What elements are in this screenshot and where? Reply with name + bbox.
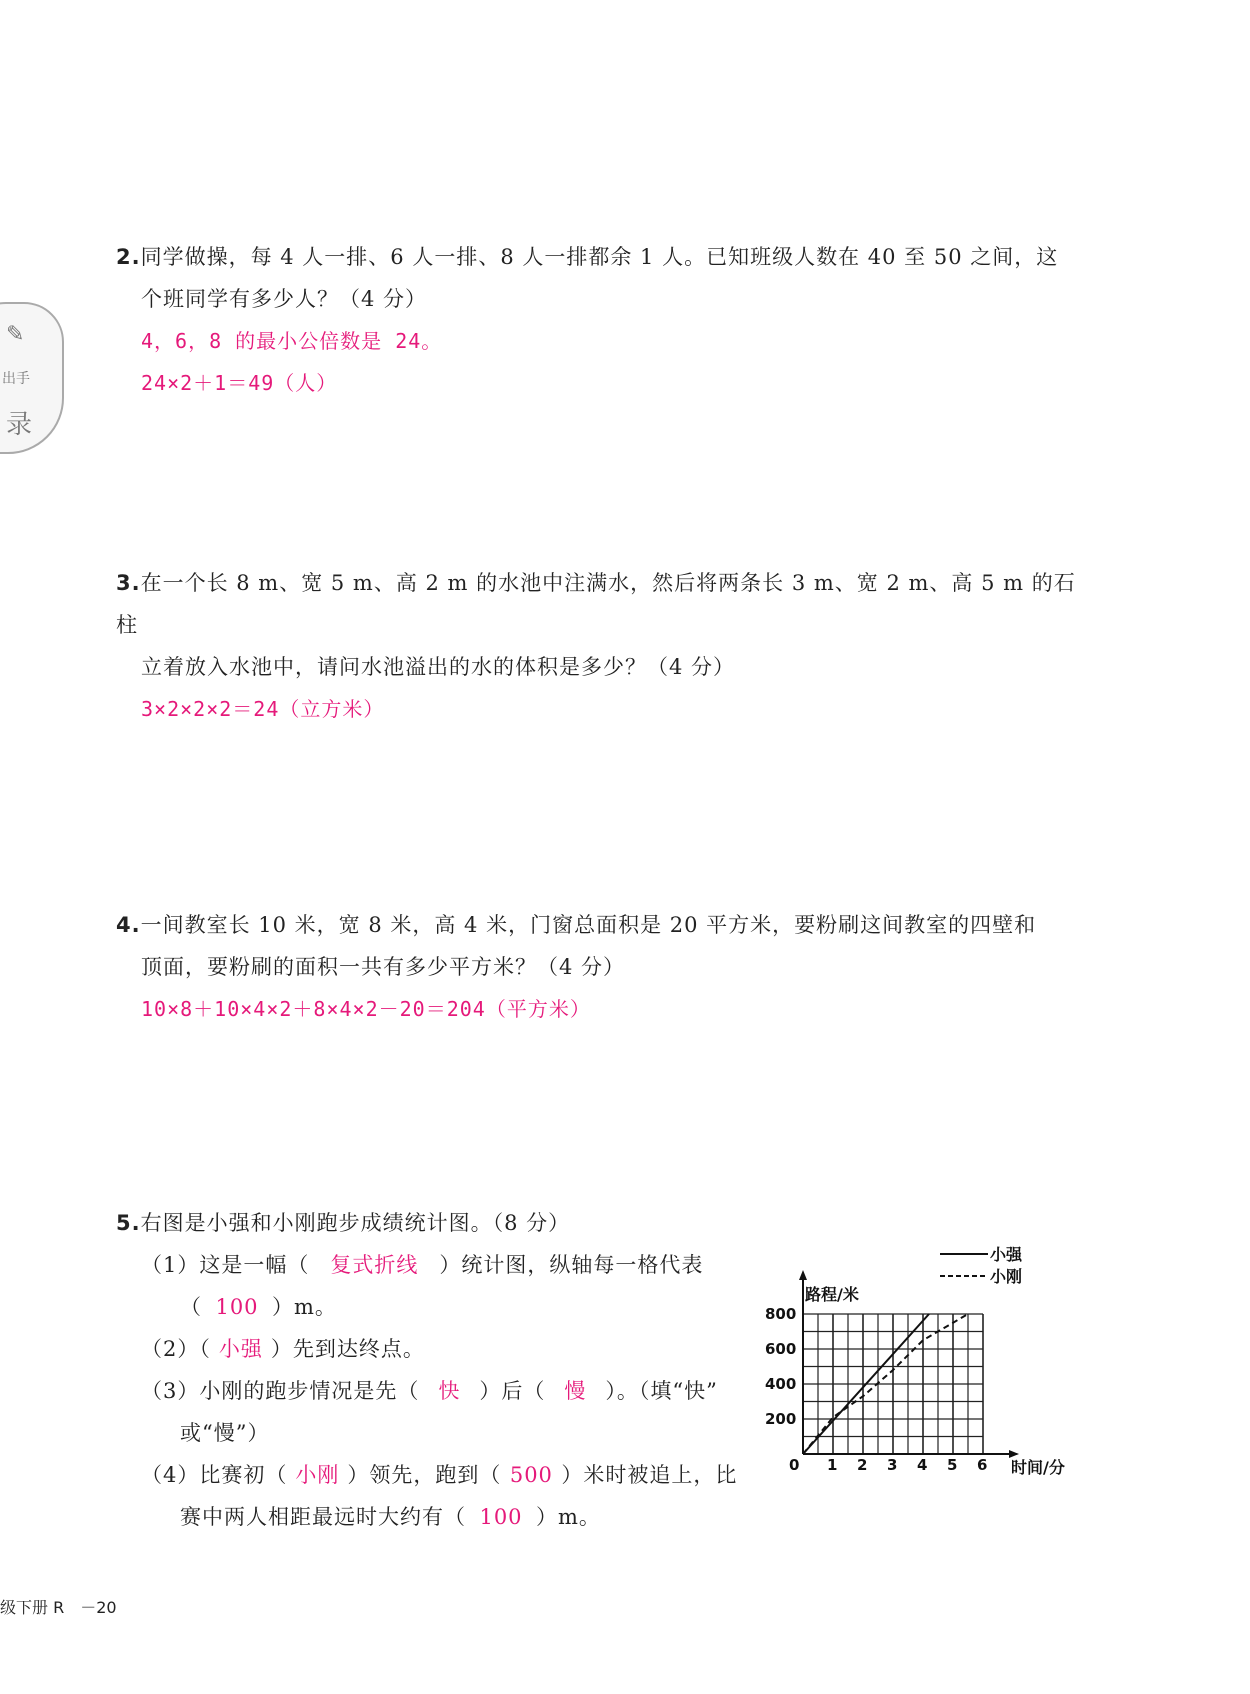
question-number: 2. [116,245,141,269]
answer-line: 4，6，8 的最小公倍数是 24。 [141,329,443,353]
part-4-cont: 赛中两人相距最远时大约有（ 100 ）m。 [116,1496,756,1538]
question-number: 4. [116,913,141,937]
question-text: 在一个长 8 m、宽 5 m、高 2 m 的水池中注满水，然后将两条长 3 m、宽 2 m、高 5 m 的石柱 [116,571,1076,637]
legend-label: 小刚 [990,1267,1023,1286]
question-5 [116,1202,756,1538]
question-3 [116,562,1096,730]
answer-blank: 100 [215,1295,259,1319]
y-tick-label: 200 [765,1410,797,1428]
question-2-line2: 个班同学有多少人？（4 分） [141,287,428,311]
x-tick-label: 0 [789,1456,800,1474]
answer-line: 10×8＋10×4×2＋8×4×2－20＝204（平方米） [141,997,591,1021]
answer-blank: 快 [438,1379,461,1403]
y-axis-label: 路程/米 [805,1285,859,1304]
answer-blank: 100 [479,1505,523,1529]
answer-blank: 500 [509,1463,553,1487]
question-2-line1 [116,236,1096,278]
side-badge-text: 出手 [2,371,30,387]
part-3-cont: 或“慢”） [180,1421,270,1445]
question-4-line1 [116,904,1096,946]
part-1: （1）这是一幅（ 复式折线 ）统计图，纵轴每一格代表 [116,1244,756,1286]
answer-line: 24×2＋1＝49（人） [141,371,338,395]
x-tick-label: 2 [857,1456,868,1474]
question-number: 3. [116,571,141,595]
question-4 [116,904,1096,1030]
answer-blank: 小刚 [295,1463,340,1487]
side-badge [0,302,64,454]
y-axis-arrow [799,1270,807,1280]
part-1-cont: （ 100 ）m。 [116,1286,756,1328]
side-badge-glyph: 录 [6,410,33,440]
answer-blank: 复式折线 [330,1253,419,1277]
question-3-line1 [116,562,1096,646]
x-tick-label: 6 [977,1456,988,1474]
question-number: 5. [116,1211,141,1235]
question-text: 同学做操，每 4 人一排、6 人一排、8 人一排都余 1 人。已知班级人数在 40 至 50 之间，这 [140,245,1059,269]
part-4: （4）比赛初（ 小刚 ）领先，跑到（ 500 ）米时被追上，比 [116,1454,756,1496]
question-2 [116,236,1096,404]
running-line-chart [760,1240,1090,1490]
pen-icon: ✎ [6,322,25,347]
question-text: 右图是小强和小刚跑步成绩统计图。（8 分） [140,1211,571,1235]
question-4-line2: 顶面，要粉刷的面积一共有多少平方米？（4 分） [141,955,626,979]
question-5-line1 [116,1202,756,1244]
x-tick-label: 4 [917,1456,928,1474]
x-tick-label: 3 [887,1456,898,1474]
y-tick-label: 600 [765,1340,797,1358]
answer-line: 3×2×2×2＝24（立方米） [141,697,385,721]
x-tick-label: 1 [827,1456,838,1474]
answer-blank: 小强 [218,1337,263,1361]
y-tick-label: 800 [765,1305,797,1323]
x-tick-label: 5 [947,1456,958,1474]
part-2: （2）（ 小强 ）先到达终点。 [116,1328,756,1370]
answer-blank: 慢 [564,1379,587,1403]
x-axis-label: 时间/分 [1011,1458,1065,1477]
question-text: 一间教室长 10 米，宽 8 米，高 4 米，门窗总面积是 20 平方米，要粉刷这间教室的四壁和 [140,913,1037,937]
page-footer: 级下册 R －20 [0,1598,117,1617]
y-tick-label: 400 [765,1375,797,1393]
part-3: （3）小刚的跑步情况是先（ 快 ）后（ 慢 ）。（填“快” [116,1370,756,1412]
x-axis-arrow [1009,1450,1019,1458]
question-3-line2: 立着放入水池中，请问水池溢出的水的体积是多少？（4 分） [141,655,736,679]
legend-label: 小强 [990,1245,1023,1264]
